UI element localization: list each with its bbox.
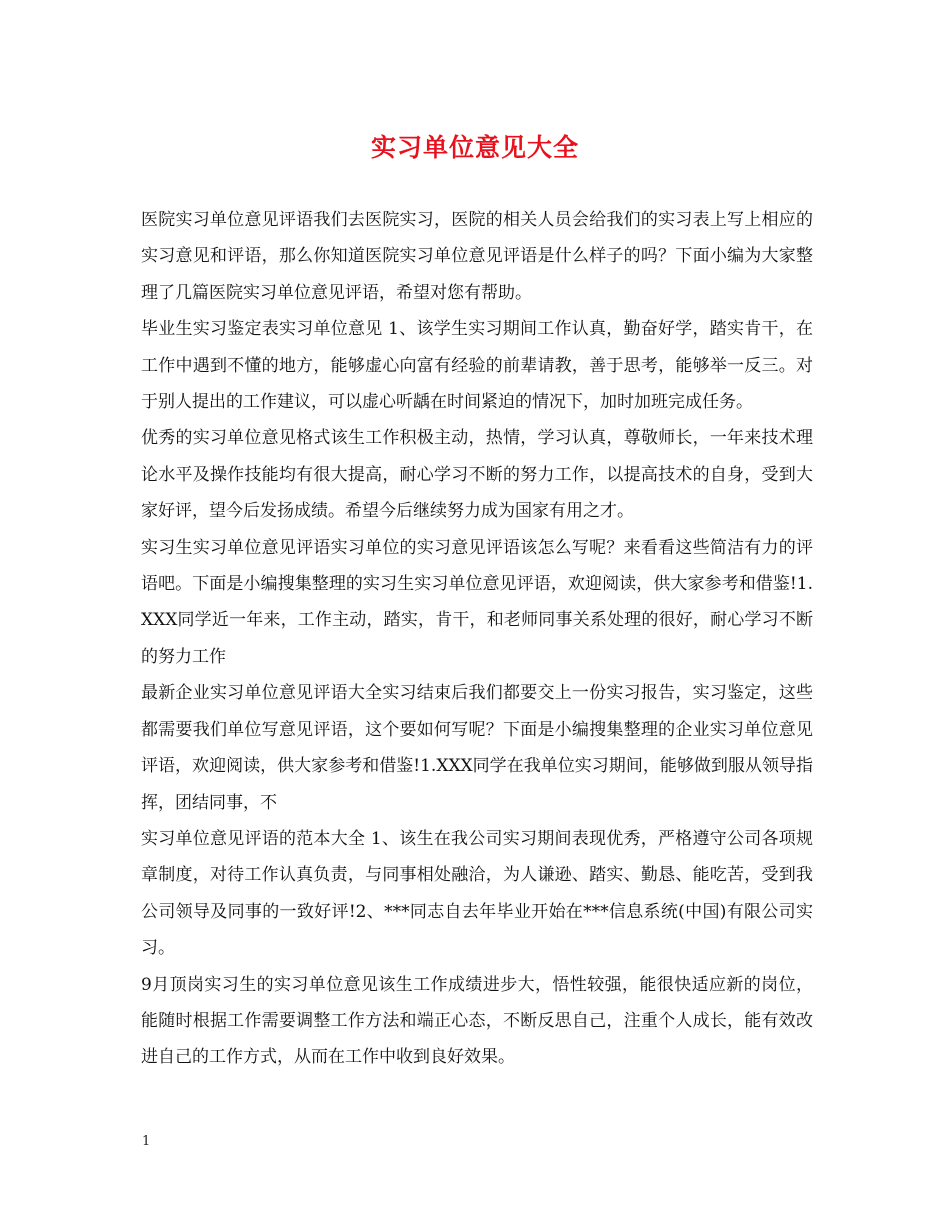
document-body xyxy=(141,202,813,1076)
page-number: 1 xyxy=(142,1134,151,1149)
paragraph-graduate-appraisal: 毕业生实习鉴定表实习单位意见 1、该学生实习期间工作认真，勤奋好学，踏实肯干，在工作中遇到不懂的地方，能够虚心向富有经验的前辈请教，善于思考，能够举一反三。对于别人提出的工作建议，可以虚心听龋在时间紧迫的情况下，加时加班完成任务。 xyxy=(141,319,813,413)
page-title: 实习单位意见大全 xyxy=(370,133,579,162)
paragraph-intern-comments: 实习生实习单位意见评语实习单位的实习意见评语该怎么写呢？来看看这些简洁有力的评语吧。下面是小编搜集整理的实习生实习单位意见评语，欢迎阅读，供大家参考和借鉴!1.XXX同学近一年来，工作主动，踏实，肯干，和老师同事关系处理的很好，耐心学习不断的努力工作 xyxy=(141,537,813,667)
paragraph-excellent-format: 优秀的实习单位意见格式该生工作积极主动，热情，学习认真，尊敬师长，一年来技术理论水平及操作技能均有很大提高，耐心学习不断的努力工作，以提高技术的自身，受到大家好评，望今后发扬成绩。希望今后继续努力成为国家有用之才。 xyxy=(141,428,813,522)
paragraph-september-intern: 9月顶岗实习生的实习单位意见该生工作成绩进步大，悟性较强，能很快适应新的岗位，能随时根据工作需要调整工作方法和端正心态，不断反思自己，注重个人成长，能有效改进自己的工作方式，从而在工作中收到良好效果。 xyxy=(141,974,813,1068)
paragraph-comment-samples: 实习单位意见评语的范本大全 1、该生在我公司实习期间表现优秀，严格遵守公司各项规章制度，对待工作认真负责，与同事相处融洽，为人谦逊、踏实、勤恳、能吃苦，受到我公司领导及同事的一致好评!2、***同志自去年毕业开始在***信息系统(中国)有限公司实习。 xyxy=(141,828,813,959)
paragraph-hospital-internship: 医院实习单位意见评语我们去医院实习，医院的相关人员会给我们的实习表上写上相应的实习意见和评语，那么你知道医院实习单位意见评语是什么样子的吗？下面小编为大家整理了几篇医院实习单位意见评语，希望对您有帮助。 xyxy=(141,210,813,303)
paragraph-enterprise-comments: 最新企业实习单位意见评语大全实习结束后我们都要交上一份实习报告，实习鉴定，这些都需要我们单位写意见评语，这个要如何写呢？下面是小编搜集整理的企业实习单位意见评语，欢迎阅读，供大家参考和借鉴!1.XXX同学在我单位实习期间，能够做到服从领导指挥，团结同事，不 xyxy=(141,683,813,813)
